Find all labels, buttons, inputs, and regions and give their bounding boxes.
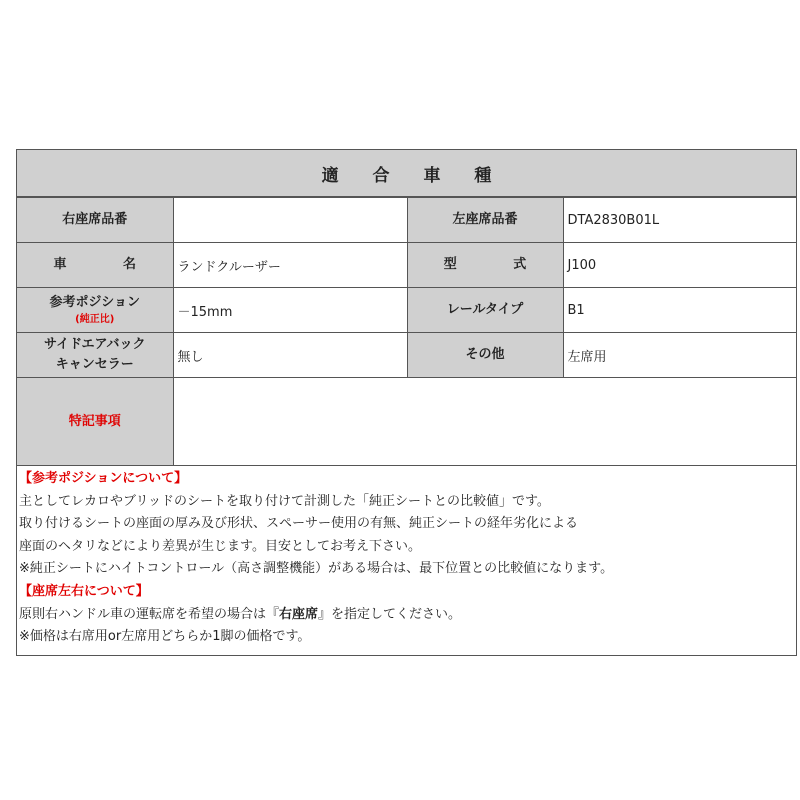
right-seat-emphasis: 右座席	[279, 606, 319, 622]
special-notes-value	[173, 378, 796, 466]
table-row	[17, 288, 796, 333]
ref-position-value: －15mm	[173, 288, 407, 333]
notes-line	[19, 604, 796, 627]
notes-line: 主としてレカロやブリッドのシートを取り付けて計測した「純正シートとの比較値」です。	[19, 493, 550, 509]
table-row	[17, 198, 796, 243]
right-seat-label: 右座席品番	[17, 198, 173, 243]
right-seat-value	[173, 198, 407, 243]
table-row	[17, 333, 796, 378]
other-label: その他	[407, 333, 563, 378]
rail-type-value: B1	[563, 288, 796, 333]
notes-line-part: 原則右ハンドル車の運転席を希望の場合は『	[19, 606, 280, 622]
special-notes-label: 特記事項	[17, 378, 173, 466]
side-airbag-label-line1: サイドエアバック	[43, 337, 146, 352]
side-airbag-label-line2: キャンセラー	[55, 357, 134, 372]
fitment-title: 適 合 車 種	[17, 150, 796, 197]
left-seat-value: DTA2830B01L	[563, 198, 796, 243]
car-name-label: 車 名	[53, 257, 163, 272]
side-airbag-value: 無し	[173, 333, 407, 378]
notes-line: ※価格は右席用or左席用どちらか1脚の価格です。	[19, 629, 311, 645]
left-seat-label: 左座席品番	[407, 198, 563, 243]
notes-line-part: 』を指定してください。	[318, 606, 462, 622]
table-row	[17, 378, 796, 466]
notes-heading-position: 【参考ポジションについて】	[19, 471, 188, 486]
table-row	[17, 243, 796, 288]
model-label: 型 式	[443, 257, 553, 272]
notes-section	[17, 466, 796, 655]
notes-heading-seat-side: 【座席左右について】	[19, 583, 149, 599]
fitment-sheet	[16, 149, 797, 656]
rail-type-label: レールタイプ	[407, 288, 563, 333]
ref-position-sub-label: (純正比)	[75, 314, 115, 325]
ref-position-label: 参考ポジション	[49, 295, 140, 310]
notes-line: ※純正シートにハイトコントロール（高さ調整機能）がある場合は、最下位置との比較値になります。	[19, 561, 614, 577]
model-value: J100	[563, 243, 796, 288]
notes-line: 座面のヘタリなどにより差異が生じます。目安としてお考え下さい。	[19, 538, 421, 554]
car-name-value: ランドクルーザー	[173, 243, 407, 288]
fitment-table	[17, 197, 796, 466]
notes-line: 取り付けるシートの座面の厚み及び形状、スペーサー使用の有無、純正シートの経年劣化による	[19, 516, 579, 532]
other-value: 左席用	[563, 333, 796, 378]
